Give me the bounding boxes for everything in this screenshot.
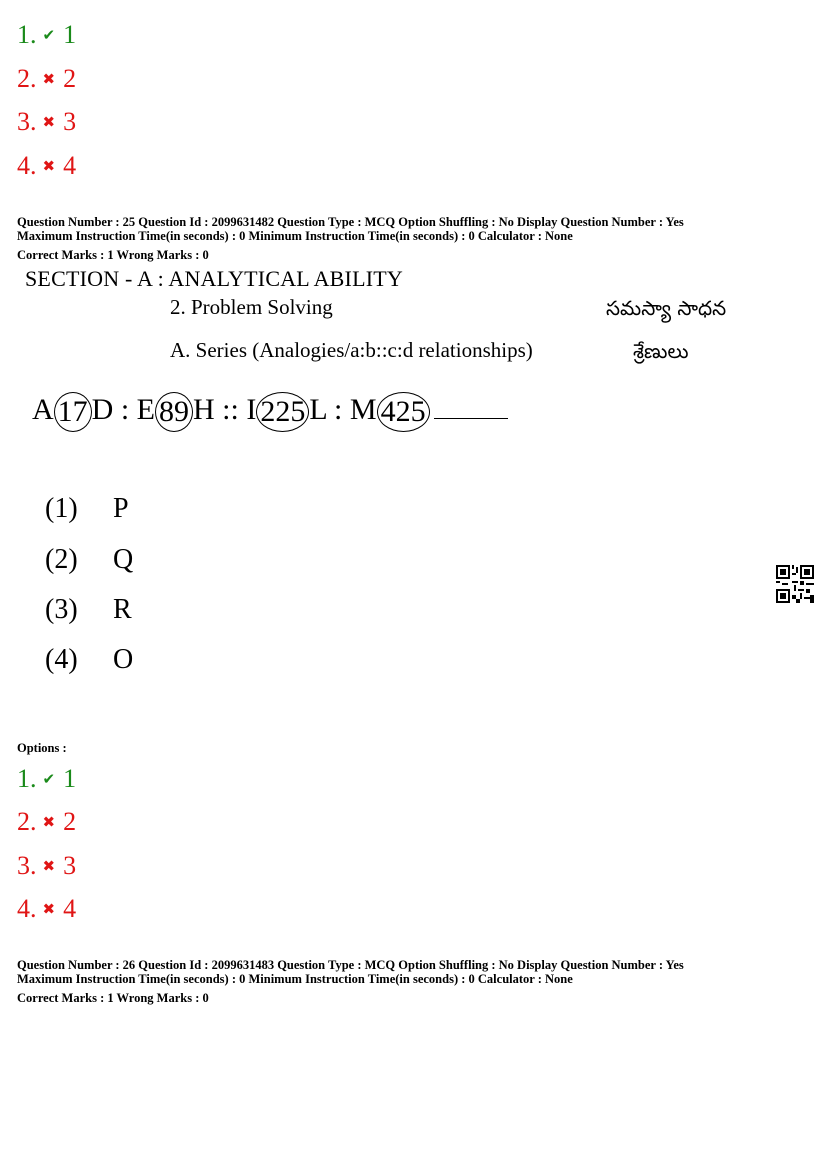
- choice-number: (3): [45, 594, 78, 625]
- cross-icon: ✖: [42, 902, 56, 918]
- circled-number: 89: [155, 392, 193, 432]
- question-marks-line: Correct Marks : 1 Wrong Marks : 0: [17, 248, 209, 262]
- option-number: 1.: [17, 764, 37, 793]
- choice-text: P: [113, 493, 129, 524]
- option-number: 1.: [17, 20, 37, 49]
- option-2: [17, 64, 76, 95]
- option-value: 2: [63, 64, 77, 93]
- check-icon: ✔: [42, 28, 56, 44]
- options-label: Options :: [17, 741, 67, 755]
- series-part: L : M: [309, 393, 377, 426]
- choice-1: [45, 493, 129, 525]
- topic-heading: A. Series (Analogies/a:b::c:d relationships): [170, 338, 533, 362]
- option-3: [17, 107, 76, 138]
- cross-icon: ✖: [42, 159, 56, 175]
- option-value: 1: [63, 20, 77, 49]
- section-heading: SECTION - A : ANALYTICAL ABILITY: [25, 266, 403, 291]
- option-number: 3.: [17, 107, 37, 136]
- circled-number: 425: [377, 392, 430, 432]
- option-1: [17, 20, 76, 51]
- choice-number: (2): [45, 544, 78, 575]
- option-2: [17, 807, 76, 838]
- circled-number: 225: [256, 392, 309, 432]
- letter-series: [32, 388, 508, 432]
- option-1: [17, 764, 76, 795]
- question-marks-line: Correct Marks : 1 Wrong Marks : 0: [17, 991, 209, 1005]
- choice-2: [45, 544, 133, 576]
- qr-code-icon: [776, 565, 814, 603]
- subsection-telugu: సమస్యా సాధన: [606, 296, 727, 320]
- option-value: 1: [63, 764, 77, 793]
- cross-icon: ✖: [42, 859, 56, 875]
- option-value: 2: [63, 807, 77, 836]
- choice-4: [45, 644, 133, 676]
- option-value: 4: [63, 151, 77, 180]
- option-number: 4.: [17, 151, 37, 180]
- option-number: 4.: [17, 894, 37, 923]
- cross-icon: ✖: [42, 72, 56, 88]
- question-time-line: Maximum Instruction Time(in seconds) : 0 Minimum Instruction Time(in seconds) : 0 Calculator : None: [17, 229, 573, 243]
- option-number: 2.: [17, 64, 37, 93]
- check-icon: ✔: [42, 772, 56, 788]
- choice-number: (1): [45, 493, 78, 524]
- option-number: 2.: [17, 807, 37, 836]
- series-part: H :: I: [193, 393, 257, 426]
- option-3: [17, 851, 76, 882]
- option-value: 3: [63, 107, 77, 136]
- topic-telugu: శ్రేణులు: [633, 339, 689, 363]
- circled-number: 17: [54, 392, 92, 432]
- cross-icon: ✖: [42, 815, 56, 831]
- cross-icon: ✖: [42, 115, 56, 131]
- option-4: [17, 894, 76, 925]
- choice-3: [45, 594, 132, 626]
- option-4: [17, 151, 76, 182]
- answer-blank: [434, 392, 508, 419]
- question-meta-line: Question Number : 26 Question Id : 2099631483 Question Type : MCQ Option Shuffling : No Display Question Number : Yes: [17, 958, 684, 972]
- choice-text: Q: [113, 544, 134, 575]
- option-number: 3.: [17, 851, 37, 880]
- series-part: A: [32, 393, 54, 426]
- question-meta-line: Question Number : 25 Question Id : 2099631482 Question Type : MCQ Option Shuffling : No Display Question Number : Yes: [17, 215, 684, 229]
- choice-text: R: [113, 594, 132, 625]
- choice-text: O: [113, 644, 134, 675]
- series-part: D : E: [91, 393, 155, 426]
- choice-number: (4): [45, 644, 78, 675]
- option-value: 3: [63, 851, 77, 880]
- option-value: 4: [63, 894, 77, 923]
- question-time-line: Maximum Instruction Time(in seconds) : 0 Minimum Instruction Time(in seconds) : 0 Calculator : None: [17, 972, 573, 986]
- subsection-heading: 2. Problem Solving: [170, 295, 333, 319]
